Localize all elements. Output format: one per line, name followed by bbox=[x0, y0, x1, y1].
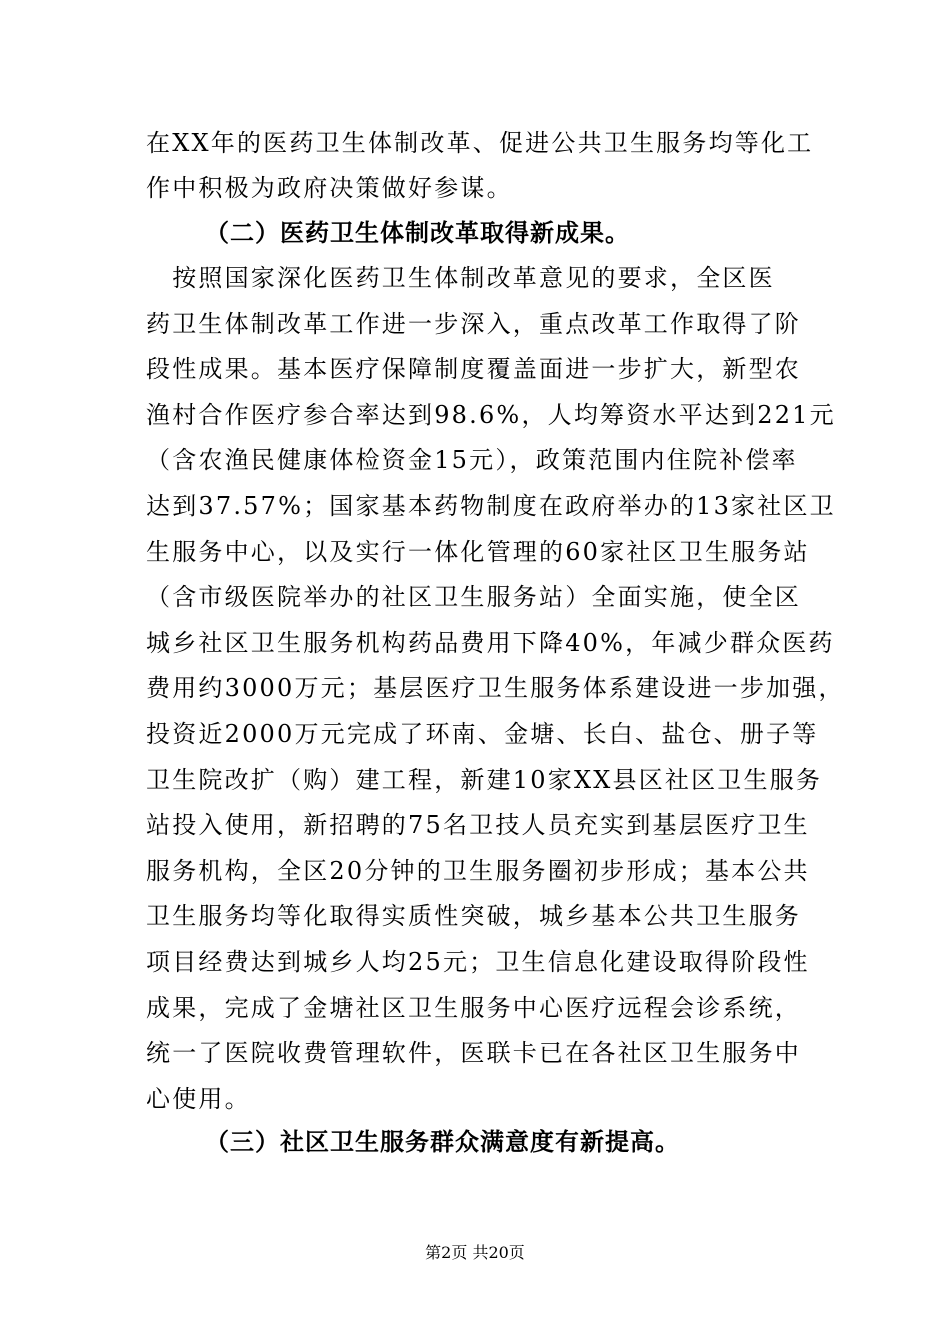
paragraph-line: （含市级医院举办的社区卫生服务站）全面实施，使全区 bbox=[146, 583, 801, 612]
paragraph-line: （含农渔民健康体检资金15元），政策范围内住院补偿率 bbox=[146, 446, 798, 475]
paragraph-line: 卫生院改扩（购）建工程，新建10家XX县区社区卫生服务 bbox=[146, 765, 823, 794]
paragraph-line: 按照国家深化医药卫生体制改革意见的要求，全区医 bbox=[146, 264, 775, 292]
paragraph-line: 渔村合作医疗参合率达到98.6%，人均筹资水平达到221元 bbox=[146, 400, 836, 429]
section-heading-3: （三）社区卫生服务群众满意度有新提高。 bbox=[205, 1128, 680, 1156]
paragraph-line: 达到37.57%；国家基本药物制度在政府举办的13家社区卫 bbox=[146, 492, 836, 520]
paragraph-line: 药卫生体制改革工作进一步深入，重点改革工作取得了阶 bbox=[146, 309, 801, 338]
paragraph-line: 统一了医院收费管理软件，医联卡已在各社区卫生服务中 bbox=[146, 1039, 801, 1068]
paragraph-line: 段性成果。基本医疗保障制度覆盖面进一步扩大，新型农 bbox=[146, 355, 801, 384]
section-heading-2: （二）医药卫生体制改革取得新成果。 bbox=[205, 219, 630, 247]
paragraph-line: 费用约3000万元；基层医疗卫生服务体系建设进一步加强， bbox=[146, 674, 845, 703]
paragraph-line: 生服务中心，以及实行一体化管理的60家社区卫生服务站 bbox=[146, 537, 810, 566]
paragraph-line: 城乡社区卫生服务机构药品费用下降40%，年减少群众医药 bbox=[146, 628, 835, 657]
page-footer: 第2页 共20页 bbox=[425, 1243, 525, 1262]
paragraph-line: 成果，完成了金塘社区卫生服务中心医疗远程会诊系统， bbox=[146, 993, 801, 1022]
paragraph-line: 投资近2000万元完成了环南、金塘、长白、盐仓、册子等 bbox=[146, 720, 819, 748]
paragraph-line: 站投入使用，新招聘的75名卫技人员充实到基层医疗卫生 bbox=[146, 811, 810, 840]
paragraph-line: 作中积极为政府决策做好参谋。 bbox=[146, 174, 513, 202]
paragraph-line: 在XX年的医药卫生体制改革、促进公共卫生服务均等化工 bbox=[146, 129, 814, 157]
paragraph-line: 项目经费达到城乡人均25元；卫生信息化建设取得阶段性 bbox=[146, 948, 810, 976]
paragraph-line: 心使用。 bbox=[146, 1084, 251, 1113]
paragraph-line: 服务机构，全区20分钟的卫生服务圈初步形成；基本公共 bbox=[146, 856, 810, 885]
paragraph-line: 卫生服务均等化取得实质性突破，城乡基本公共卫生服务 bbox=[146, 902, 801, 931]
